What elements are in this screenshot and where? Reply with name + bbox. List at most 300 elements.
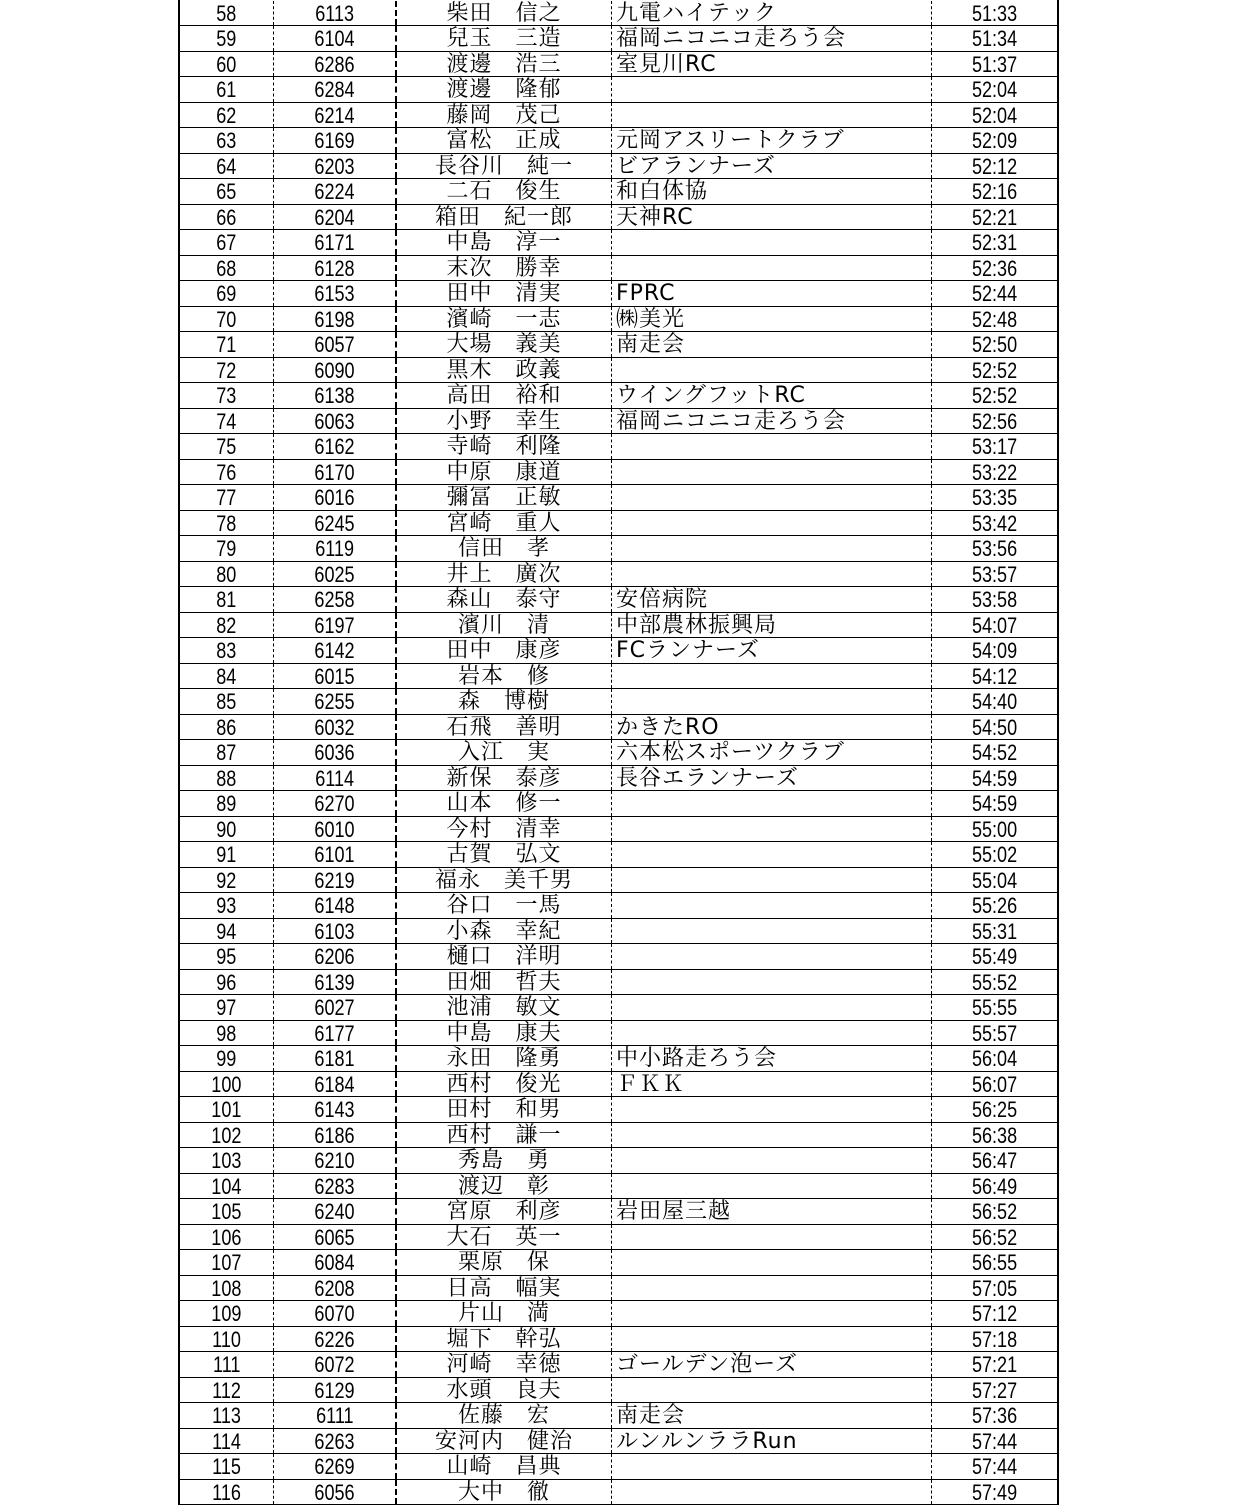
- rank-cell-text: 112: [212, 1377, 241, 1403]
- time-cell: [932, 1148, 1057, 1173]
- bib-cell: [274, 715, 397, 740]
- time-cell-text: 55:57: [971, 1020, 1018, 1046]
- table-row: [180, 1454, 1057, 1480]
- bib-cell: [274, 766, 397, 791]
- bib-cell: [274, 205, 397, 230]
- name-cell: [397, 970, 612, 995]
- table-row: [180, 307, 1057, 333]
- rank-cell-text: 100: [211, 1071, 242, 1097]
- club-cell-text: ビアランナーズ: [616, 153, 776, 179]
- table-row: [180, 77, 1057, 103]
- club-cell: [612, 587, 932, 612]
- bib-cell: [274, 511, 397, 536]
- club-cell: [612, 1352, 932, 1377]
- time-cell: [932, 281, 1057, 306]
- rank-cell-text: 78: [216, 510, 237, 536]
- name-cell: [397, 26, 612, 51]
- name-cell-text: 中島 康夫: [446, 1020, 562, 1046]
- bib-cell-text: 6113: [315, 0, 354, 26]
- table-row: [180, 409, 1057, 435]
- rank-cell: [180, 689, 274, 714]
- table-row: [180, 52, 1057, 78]
- rank-cell-text: 108: [211, 1275, 242, 1301]
- club-cell: [612, 511, 932, 536]
- club-cell: [612, 128, 932, 153]
- bib-cell: [274, 1021, 397, 1046]
- bib-cell-text: 6114: [315, 765, 354, 791]
- rank-cell: [180, 1, 274, 26]
- time-cell: [932, 307, 1057, 332]
- rank-cell: [180, 995, 274, 1020]
- name-cell-text: 永田 隆勇: [446, 1046, 562, 1071]
- time-cell-text: 56:49: [971, 1173, 1018, 1199]
- bib-cell: [274, 154, 397, 179]
- rank-cell: [180, 868, 274, 893]
- bib-cell-text: 6032: [314, 714, 355, 740]
- rank-cell: [180, 613, 274, 638]
- name-cell-text: 黒木 政義: [446, 357, 562, 383]
- rank-cell-text: 62: [216, 102, 237, 128]
- table-row: [180, 1225, 1057, 1251]
- club-cell: [612, 103, 932, 128]
- rank-cell: [180, 281, 274, 306]
- name-cell-text: 末次 勝幸: [446, 255, 562, 281]
- rank-cell: [180, 409, 274, 434]
- time-cell-text: 57:44: [971, 1454, 1018, 1479]
- rank-cell-text: 76: [216, 459, 237, 485]
- time-cell-text: 53:58: [971, 587, 1018, 612]
- club-cell-text: ゴールデン泡ーズ: [616, 1352, 799, 1377]
- club-cell: [612, 970, 932, 995]
- rank-cell: [180, 358, 274, 383]
- club-cell-text: FPRC: [616, 281, 676, 306]
- name-cell: [397, 1225, 612, 1250]
- table-row: [180, 536, 1057, 562]
- table-row: [180, 358, 1057, 384]
- bib-cell: [274, 281, 397, 306]
- table-row: [180, 1276, 1057, 1302]
- bib-cell-text: 6101: [314, 842, 355, 867]
- bib-cell: [274, 1403, 397, 1428]
- name-cell: [397, 1429, 612, 1454]
- bib-cell: [274, 664, 397, 689]
- name-cell-text: 長谷川 純一: [434, 153, 573, 179]
- rank-cell-text: 83: [216, 638, 237, 663]
- rank-cell-text: 116: [212, 1479, 241, 1505]
- name-cell-text: 富松 正成: [446, 128, 562, 153]
- rank-cell-text: 69: [216, 281, 237, 306]
- rank-cell-text: 81: [216, 587, 237, 612]
- table-row: [180, 689, 1057, 715]
- club-cell: [612, 536, 932, 561]
- rank-cell: [180, 1225, 274, 1250]
- bib-cell: [274, 103, 397, 128]
- time-cell: [932, 868, 1057, 893]
- club-cell: [612, 1123, 932, 1148]
- club-cell: [612, 868, 932, 893]
- time-cell: [932, 1403, 1057, 1428]
- name-cell: [397, 230, 612, 255]
- time-cell-text: 55:04: [971, 867, 1018, 893]
- name-cell-text: 二石 俊生: [446, 179, 562, 204]
- rank-cell-text: 58: [216, 0, 237, 26]
- time-cell: [932, 154, 1057, 179]
- table-row: [180, 817, 1057, 843]
- rank-cell: [180, 1301, 274, 1326]
- bib-cell: [274, 1378, 397, 1403]
- bib-cell: [274, 970, 397, 995]
- club-cell: [612, 919, 932, 944]
- bib-cell: [274, 1097, 397, 1122]
- rank-cell-text: 59: [216, 26, 237, 51]
- name-cell: [397, 1097, 612, 1122]
- rank-cell: [180, 1454, 274, 1479]
- club-cell: [612, 154, 932, 179]
- name-cell: [397, 434, 612, 459]
- name-cell-text: 岩本 修: [457, 663, 550, 689]
- bib-cell-text: 6063: [314, 408, 355, 434]
- rank-cell: [180, 383, 274, 408]
- time-cell-text: 54:09: [971, 638, 1018, 663]
- rank-cell: [180, 332, 274, 357]
- rank-cell: [180, 1046, 274, 1071]
- time-cell: [932, 383, 1057, 408]
- time-cell: [932, 944, 1057, 969]
- time-cell-text: 51:34: [971, 26, 1018, 51]
- name-cell-text: 濱崎 一志: [446, 306, 562, 332]
- bib-cell-text: 6129: [314, 1377, 355, 1403]
- table-row: [180, 842, 1057, 868]
- time-cell-text: 55:31: [971, 918, 1018, 944]
- club-cell: [612, 1097, 932, 1122]
- name-cell: [397, 1, 612, 26]
- club-cell: [612, 638, 932, 663]
- club-cell: [612, 817, 932, 842]
- table-row: [180, 1301, 1057, 1327]
- rank-cell: [180, 817, 274, 842]
- rank-cell: [180, 842, 274, 867]
- table-row: [180, 587, 1057, 613]
- time-cell-text: 54:40: [971, 689, 1018, 714]
- rank-cell: [180, 536, 274, 561]
- bib-cell: [274, 536, 397, 561]
- rank-cell-text: 89: [216, 791, 237, 816]
- bib-cell: [274, 460, 397, 485]
- name-cell: [397, 154, 612, 179]
- bib-cell: [274, 919, 397, 944]
- time-cell: [932, 893, 1057, 918]
- name-cell-text: 水頭 良夫: [446, 1377, 562, 1403]
- name-cell: [397, 383, 612, 408]
- time-cell-text: 55:26: [971, 893, 1018, 918]
- bib-cell-text: 6269: [314, 1454, 355, 1479]
- time-cell-text: 56:47: [971, 1148, 1018, 1173]
- name-cell: [397, 332, 612, 357]
- time-cell: [932, 179, 1057, 204]
- name-cell-text: 田中 清実: [446, 281, 562, 306]
- time-cell: [932, 689, 1057, 714]
- name-cell: [397, 536, 612, 561]
- time-cell: [932, 766, 1057, 791]
- bib-cell-text: 6138: [314, 383, 355, 408]
- club-cell: [612, 1046, 932, 1071]
- table-row: [180, 766, 1057, 792]
- rank-cell-text: 84: [216, 663, 237, 689]
- rank-cell-text: 90: [216, 816, 237, 842]
- club-cell-text: 安倍病院: [616, 587, 709, 612]
- club-cell-text: 六本松スポーツクラブ: [616, 740, 845, 765]
- name-cell: [397, 103, 612, 128]
- bib-cell-text: 6070: [314, 1301, 355, 1326]
- time-cell-text: 55:55: [971, 995, 1018, 1020]
- time-cell-text: 54:59: [971, 765, 1018, 791]
- time-cell: [932, 1276, 1057, 1301]
- bib-cell-text: 6171: [314, 230, 355, 255]
- time-cell: [932, 1480, 1057, 1505]
- name-cell: [397, 1199, 612, 1224]
- table-row: [180, 383, 1057, 409]
- name-cell-text: 山崎 昌典: [446, 1454, 562, 1479]
- time-cell-text: 53:17: [971, 434, 1018, 459]
- rank-cell-text: 94: [216, 918, 237, 944]
- rank-cell: [180, 1352, 274, 1377]
- time-cell-text: 55:00: [971, 816, 1018, 842]
- rank-cell: [180, 1276, 274, 1301]
- bib-cell-text: 6226: [314, 1326, 355, 1352]
- club-cell-text: 長谷エランナーズ: [616, 765, 799, 791]
- rank-cell-text: 88: [216, 765, 237, 791]
- bib-cell-text: 6197: [314, 612, 355, 638]
- rank-cell: [180, 638, 274, 663]
- club-cell: [612, 740, 932, 765]
- club-cell: [612, 766, 932, 791]
- name-cell-text: 兒玉 三造: [446, 26, 562, 51]
- bib-cell-text: 6016: [314, 485, 355, 510]
- rank-cell-text: 72: [216, 357, 237, 383]
- bib-cell: [274, 1327, 397, 1352]
- rank-cell-text: 86: [216, 714, 237, 740]
- rank-cell-text: 114: [212, 1428, 241, 1454]
- club-cell-text: ルンルンララRun: [616, 1428, 798, 1454]
- rank-cell: [180, 307, 274, 332]
- name-cell: [397, 1250, 612, 1275]
- time-cell-text: 52:36: [971, 255, 1018, 281]
- name-cell-text: 佐藤 宏: [457, 1403, 550, 1428]
- club-cell: [612, 1250, 932, 1275]
- table-row: [180, 332, 1057, 358]
- name-cell-text: 片山 満: [457, 1301, 550, 1326]
- time-cell-text: 54:52: [971, 740, 1018, 765]
- name-cell-text: 小森 幸紀: [446, 918, 562, 944]
- rank-cell-text: 71: [216, 332, 237, 357]
- rank-cell: [180, 1378, 274, 1403]
- name-cell-text: 安河内 健治: [434, 1428, 573, 1454]
- bib-cell-text: 6208: [314, 1275, 355, 1301]
- time-cell: [932, 358, 1057, 383]
- club-cell: [612, 409, 932, 434]
- name-cell-text: 中島 淳一: [446, 230, 562, 255]
- time-cell-text: 52:50: [971, 332, 1018, 357]
- table-row: [180, 944, 1057, 970]
- time-cell: [932, 1454, 1057, 1479]
- name-cell-text: 柴田 信之: [446, 0, 562, 26]
- bib-cell-text: 6162: [314, 434, 355, 459]
- rank-cell-text: 104: [211, 1173, 242, 1199]
- time-cell: [932, 536, 1057, 561]
- club-cell: [612, 281, 932, 306]
- rank-cell-text: 77: [216, 485, 237, 510]
- club-cell: [612, 1148, 932, 1173]
- rank-cell-text: 64: [216, 153, 237, 179]
- rank-cell-text: 70: [216, 306, 237, 332]
- time-cell: [932, 409, 1057, 434]
- bib-cell-text: 6148: [314, 893, 355, 918]
- name-cell-text: 新保 泰彦: [446, 765, 562, 791]
- name-cell-text: 今村 清幸: [446, 816, 562, 842]
- name-cell-text: 井上 廣次: [446, 561, 562, 587]
- name-cell: [397, 1072, 612, 1097]
- name-cell: [397, 689, 612, 714]
- time-cell-text: 55:49: [971, 944, 1018, 969]
- name-cell-text: 田中 康彦: [446, 638, 562, 663]
- rank-cell-text: 87: [216, 740, 237, 765]
- club-cell: [612, 1276, 932, 1301]
- club-cell: [612, 485, 932, 510]
- time-cell: [932, 511, 1057, 536]
- name-cell: [397, 1454, 612, 1479]
- club-cell: [612, 1454, 932, 1479]
- time-cell-text: 52:04: [971, 102, 1018, 128]
- club-cell: [612, 434, 932, 459]
- name-cell-text: 中原 康道: [446, 459, 562, 485]
- bib-cell: [274, 944, 397, 969]
- club-cell: [612, 842, 932, 867]
- name-cell-text: 宮原 利彦: [446, 1199, 562, 1224]
- time-cell-text: 56:55: [971, 1250, 1018, 1275]
- rank-cell: [180, 1250, 274, 1275]
- time-cell-text: 51:37: [971, 51, 1018, 77]
- club-cell: [612, 664, 932, 689]
- club-cell: [612, 52, 932, 77]
- name-cell-text: 渡邊 隆郁: [446, 77, 562, 102]
- time-cell: [932, 740, 1057, 765]
- bib-cell: [274, 1072, 397, 1097]
- table-row: [180, 791, 1057, 817]
- rank-cell-text: 82: [216, 612, 237, 638]
- name-cell: [397, 1403, 612, 1428]
- name-cell-text: 西村 俊光: [446, 1071, 562, 1097]
- name-cell-text: 日高 幅実: [446, 1275, 562, 1301]
- bib-cell-text: 6184: [314, 1071, 355, 1097]
- rank-cell: [180, 766, 274, 791]
- rank-cell-text: 95: [216, 944, 237, 969]
- club-cell: [612, 1429, 932, 1454]
- club-cell: [612, 1225, 932, 1250]
- time-cell: [932, 26, 1057, 51]
- bib-cell: [274, 307, 397, 332]
- rank-cell: [180, 128, 274, 153]
- rank-cell: [180, 26, 274, 51]
- rank-cell-text: 96: [216, 969, 237, 995]
- table-row: [180, 281, 1057, 307]
- time-cell-text: 53:42: [971, 510, 1018, 536]
- rank-cell: [180, 1174, 274, 1199]
- rank-cell: [180, 893, 274, 918]
- time-cell-text: 52:12: [971, 153, 1018, 179]
- rank-cell: [180, 970, 274, 995]
- club-cell: [612, 1072, 932, 1097]
- table-row: [180, 460, 1057, 486]
- rank-cell-text: 110: [212, 1326, 241, 1352]
- name-cell: [397, 562, 612, 587]
- time-cell-text: 55:02: [971, 842, 1018, 867]
- name-cell: [397, 664, 612, 689]
- bib-cell: [274, 1, 397, 26]
- table-row: [180, 1327, 1057, 1353]
- name-cell: [397, 868, 612, 893]
- rank-cell-text: 80: [216, 561, 237, 587]
- club-cell-text: ＦＫＫ: [616, 1071, 686, 1097]
- time-cell-text: 54:07: [971, 612, 1018, 638]
- club-cell: [612, 1199, 932, 1224]
- name-cell-text: 石飛 善明: [446, 714, 562, 740]
- bib-cell: [274, 332, 397, 357]
- rank-cell-text: 92: [216, 867, 237, 893]
- rank-cell-text: 60: [216, 51, 237, 77]
- bib-cell: [274, 434, 397, 459]
- rank-cell-text: 73: [216, 383, 237, 408]
- name-cell-text: 谷口 一馬: [446, 893, 562, 918]
- name-cell: [397, 791, 612, 816]
- club-cell: [612, 205, 932, 230]
- time-cell-text: 56:38: [971, 1122, 1018, 1148]
- club-cell: [612, 689, 932, 714]
- results-table: [178, 0, 1059, 1505]
- club-cell: [612, 1378, 932, 1403]
- table-row: [180, 868, 1057, 894]
- name-cell-text: 小野 幸生: [446, 408, 562, 434]
- time-cell: [932, 52, 1057, 77]
- bib-cell: [274, 485, 397, 510]
- rank-cell: [180, 791, 274, 816]
- table-row: [180, 256, 1057, 282]
- rank-cell: [180, 1123, 274, 1148]
- bib-cell-text: 6240: [314, 1199, 355, 1224]
- table-row: [180, 1403, 1057, 1429]
- name-cell: [397, 919, 612, 944]
- name-cell-text: 山本 修一: [446, 791, 562, 816]
- bib-cell: [274, 77, 397, 102]
- time-cell: [932, 1046, 1057, 1071]
- bib-cell-text: 6143: [314, 1097, 355, 1122]
- bib-cell: [274, 1352, 397, 1377]
- bib-cell-text: 6214: [314, 102, 355, 128]
- rank-cell-text: 111: [212, 1352, 241, 1377]
- time-cell-text: 53:57: [971, 561, 1018, 587]
- name-cell: [397, 817, 612, 842]
- rank-cell: [180, 205, 274, 230]
- rank-cell-text: 107: [211, 1250, 242, 1275]
- bib-cell: [274, 1480, 397, 1505]
- club-cell-text: 和白体協: [616, 179, 709, 204]
- name-cell-text: 高田 裕和: [446, 383, 562, 408]
- bib-cell-text: 6224: [314, 179, 355, 204]
- time-cell-text: 57:27: [971, 1377, 1018, 1403]
- bib-cell-text: 6104: [314, 26, 355, 51]
- name-cell-text: 古賀 弘文: [446, 842, 562, 867]
- bib-cell-text: 6057: [314, 332, 355, 357]
- bib-cell-text: 6283: [314, 1173, 355, 1199]
